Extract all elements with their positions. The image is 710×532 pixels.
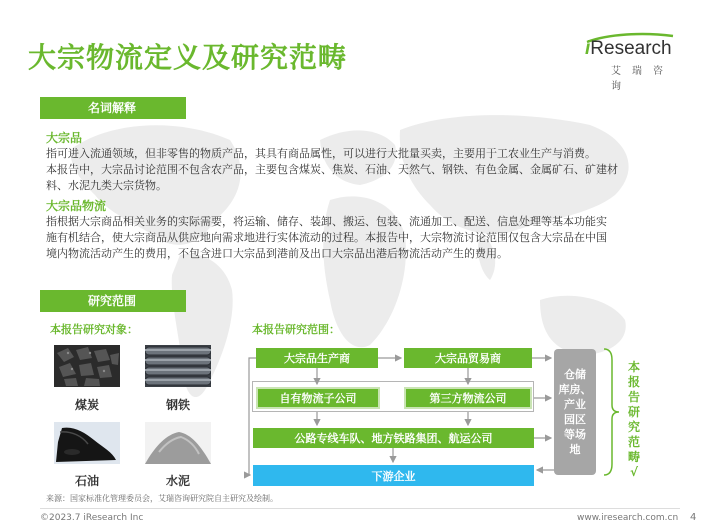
footer-copyright: ©2023.7 iResearch Inc [40, 513, 144, 523]
logo-subtitle: 艾瑞咨询 [611, 66, 674, 92]
cement-photo [145, 422, 211, 464]
flow-box-downstream: 下游企业 [253, 465, 534, 486]
page-title: 大宗物流定义及研究范畴 [28, 41, 348, 74]
section-header-definitions: 名词解释 [40, 97, 186, 119]
storage-line: 仓储 [564, 368, 586, 381]
page-number: 4 [690, 512, 697, 523]
logo-wordmark: iResearch [585, 38, 672, 59]
coal-photo [54, 345, 120, 387]
term2-line: 施有机结合，使大宗商品从供应地向需求地进行实体流动的过程。本报告中，大宗物流讨论范围仅包含大宗品在中国 [46, 231, 607, 244]
term1-line: 料、水泥九类大宗货物。 [46, 179, 167, 192]
term1-line: 指可进入流通领域，但非零售的物质产品，其具有商品属性，可以进行大批量买卖，主要用于工农业生产与消费。 [46, 147, 596, 160]
object-label-coal: 煤炭 [74, 398, 99, 412]
flow-box-trader: 大宗品贸易商 [404, 348, 532, 368]
oil-photo [54, 422, 120, 464]
research-scope-title: 本报告研究范围： [252, 323, 340, 336]
flow-box-producer: 大宗品生产商 [256, 348, 378, 368]
term-bulk-logistics: 大宗品物流 [46, 199, 107, 213]
storage-line: 产业 [564, 398, 586, 411]
definitions-text [46, 130, 666, 262]
research-objects-title: 本报告研究对象： [50, 323, 138, 336]
flow-box-third-party-logistics: 第三方物流公司 [404, 387, 532, 409]
flow-box-own-logistics: 自有物流子公司 [256, 387, 380, 409]
research-scope-side-label: 本报告研究范畴√ [627, 360, 640, 479]
term2-line: 指根据大宗商品相关业务的实际需要，将运输、储存、装卸、搬运、包装、流通加工、配送、信息处理等基本功能实 [46, 215, 607, 228]
object-label-cement: 水泥 [165, 474, 190, 488]
storage-line: 园区 [564, 413, 586, 426]
iresearch-logo [585, 38, 685, 92]
flow-box-carriers: 公路专线车队、地方铁路集团、航运公司 [253, 428, 534, 448]
steel-pipes-photo [145, 345, 211, 387]
object-label-steel: 钢铁 [165, 398, 190, 412]
term2-line: 境内物流活动产生的费用，不包含进口大宗品到港前及出口大宗品出港后物流活动产生的费用。 [46, 247, 508, 260]
storage-line: 等场 [564, 428, 586, 441]
footer-divider [40, 508, 680, 509]
flow-box-storage [554, 349, 596, 475]
footer-website: www.iresearch.com.cn [577, 513, 679, 523]
term1-line: 本报告中，大宗品讨论范围不包含农产品，主要包含煤炭、焦炭、石油、天然气、钢铁、有色金属、金属矿石、矿建材 [46, 163, 618, 176]
section-header-scope: 研究范围 [40, 290, 186, 312]
storage-line: 地 [569, 443, 581, 456]
term-bulk-commodity: 大宗品 [46, 131, 83, 145]
object-label-oil: 石油 [74, 474, 99, 488]
source-note: 来源：国家标准化管理委员会，艾瑞咨询研究院自主研究及绘制。 [46, 494, 278, 503]
storage-line: 库房、 [558, 383, 592, 396]
